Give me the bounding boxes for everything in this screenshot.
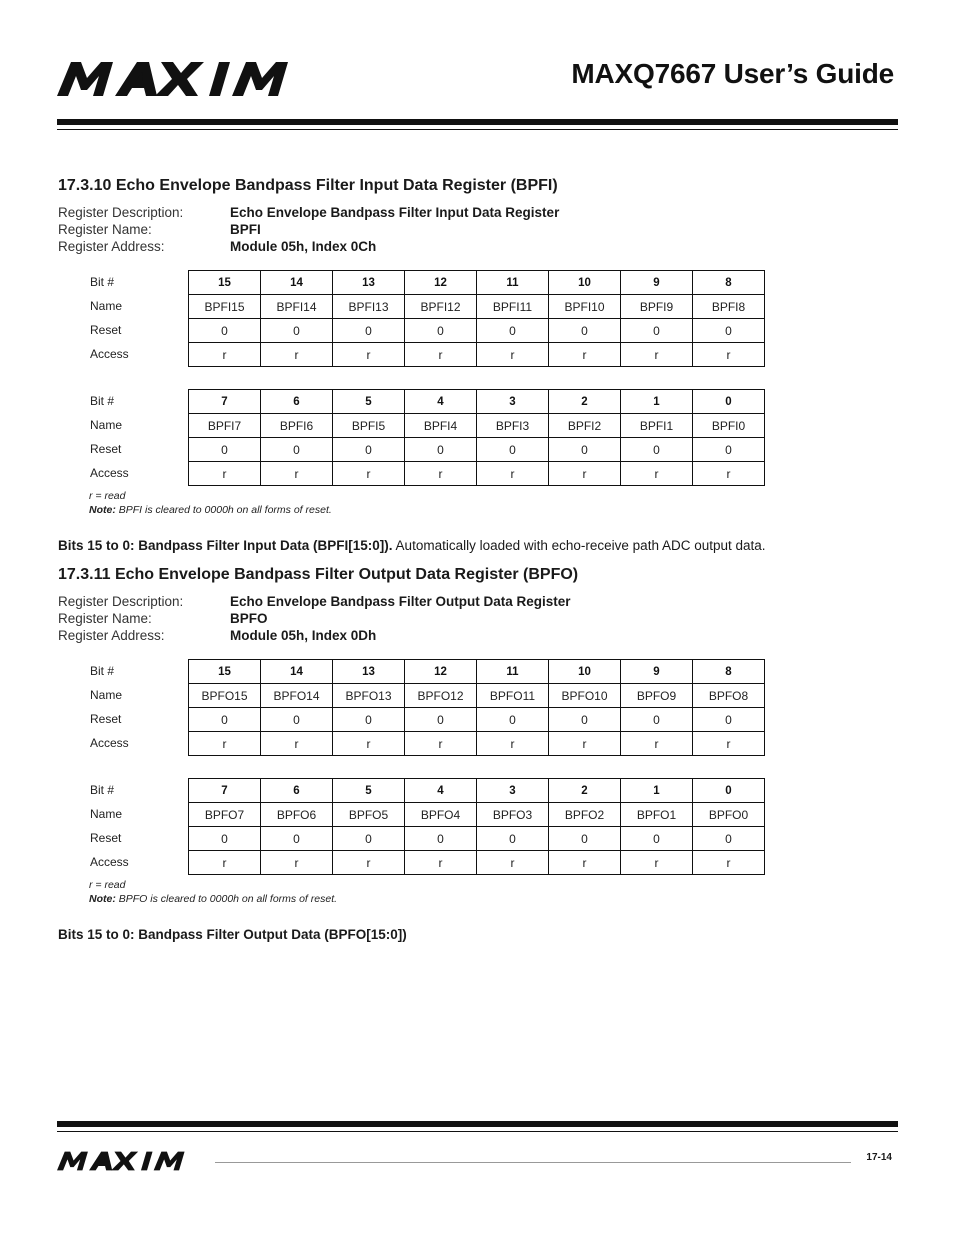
table-cell: BPFI11 — [477, 295, 549, 319]
table-cell: r — [621, 343, 693, 367]
header-rule-thick — [57, 119, 898, 125]
table-cell: r — [549, 851, 621, 875]
bit-name-row — [189, 295, 765, 319]
table-cell: 0 — [333, 708, 405, 732]
table-cell: 0 — [549, 319, 621, 343]
table-cell: BPFO3 — [477, 803, 549, 827]
document-title: MAXQ7667 User’s Guide — [571, 58, 894, 89]
bit-description-title: Bits 15 to 0: Bandpass Filter Output Data (BPFO[15:0]) — [58, 927, 407, 942]
table-cell: r — [189, 851, 261, 875]
table-cell: BPFO2 — [549, 803, 621, 827]
table-cell: r — [333, 732, 405, 756]
table-cell: BPFI5 — [333, 414, 405, 438]
table-cell: 0 — [621, 319, 693, 343]
table-cell: r — [333, 343, 405, 367]
reset-note — [89, 892, 898, 906]
bit-name-row — [189, 414, 765, 438]
row-label: Bit # — [90, 394, 115, 408]
table-cell: BPFI14 — [261, 295, 333, 319]
table-cell: BPFO7 — [189, 803, 261, 827]
meta-label: Register Address: — [58, 239, 165, 254]
table-cell: 0 — [549, 827, 621, 851]
table-cell: BPFO13 — [333, 684, 405, 708]
table-cell: BPFO4 — [405, 803, 477, 827]
table-cell: BPFI13 — [333, 295, 405, 319]
table-cell: BPFO6 — [261, 803, 333, 827]
table-cell: 0 — [477, 319, 549, 343]
register-table-high-byte — [90, 659, 898, 755]
row-label: Name — [90, 299, 123, 313]
table-cell: 0 — [261, 319, 333, 343]
bit-description — [58, 926, 898, 944]
meta-value: Echo Envelope Bandpass Filter Input Data Register — [230, 205, 560, 220]
table-cell: 5 — [333, 390, 405, 414]
table-cell: 8 — [693, 660, 765, 684]
table-cell: r — [333, 462, 405, 486]
access-legend: r = read — [89, 879, 126, 891]
table-cell: 5 — [333, 779, 405, 803]
reset-note — [89, 503, 898, 517]
table-cell: 7 — [189, 390, 261, 414]
row-labels — [90, 270, 188, 366]
table-cell: r — [693, 732, 765, 756]
table-cell: BPFI12 — [405, 295, 477, 319]
register-table-low-byte — [90, 389, 898, 485]
reset-row — [189, 438, 765, 462]
table-cell: 0 — [261, 827, 333, 851]
table-cell: r — [261, 343, 333, 367]
reset-row — [189, 319, 765, 343]
row-label: Reset — [90, 712, 122, 726]
row-label: Access — [90, 736, 129, 750]
table-cell: 7 — [189, 779, 261, 803]
table-cell: 14 — [261, 660, 333, 684]
table-cell: 6 — [261, 779, 333, 803]
reset-row — [189, 827, 765, 851]
table-cell: 0 — [549, 438, 621, 462]
table-cell: 3 — [477, 779, 549, 803]
table-cell: 0 — [477, 438, 549, 462]
bit-table — [188, 659, 765, 756]
table-cell: 1 — [621, 779, 693, 803]
table-cell: r — [189, 732, 261, 756]
table-cell: r — [477, 851, 549, 875]
access-row — [189, 732, 765, 756]
table-cell: 11 — [477, 271, 549, 295]
table-cell: 9 — [621, 271, 693, 295]
meta-value: Module 05h, Index 0Dh — [230, 628, 377, 643]
table-cell: BPFO9 — [621, 684, 693, 708]
table-cell: r — [261, 851, 333, 875]
table-cell: r — [549, 732, 621, 756]
row-label: Name — [90, 807, 123, 821]
row-label: Access — [90, 347, 129, 361]
table-cell: 11 — [477, 660, 549, 684]
table-cell: r — [333, 851, 405, 875]
meta-value: Echo Envelope Bandpass Filter Output Data Register — [230, 594, 571, 609]
row-label: Bit # — [90, 275, 115, 289]
table-cell: r — [693, 462, 765, 486]
register-table-low-byte — [90, 778, 898, 874]
table-cell: 0 — [261, 438, 333, 462]
table-cell: r — [693, 851, 765, 875]
table-cell: 0 — [405, 319, 477, 343]
row-label: Reset — [90, 323, 122, 337]
page-number: 17-14 — [866, 1152, 892, 1163]
meta-value: BPFI — [230, 222, 261, 237]
table-cell: 0 — [405, 438, 477, 462]
table-cell: BPFI8 — [693, 295, 765, 319]
table-cell: 15 — [189, 271, 261, 295]
maxim-logo-footer — [57, 1151, 205, 1171]
bit-number-row — [189, 271, 765, 295]
meta-row-description — [58, 204, 898, 221]
access-row — [189, 343, 765, 367]
table-cell: 0 — [405, 827, 477, 851]
table-cell: 3 — [477, 390, 549, 414]
register-notes — [89, 489, 898, 517]
table-cell: r — [549, 343, 621, 367]
meta-label: Register Name: — [58, 611, 152, 626]
row-label: Reset — [90, 442, 122, 456]
table-cell: BPFO12 — [405, 684, 477, 708]
meta-row-address — [58, 627, 898, 644]
table-cell: BPFI10 — [549, 295, 621, 319]
bit-table — [188, 778, 765, 875]
row-label: Access — [90, 466, 129, 480]
table-cell: 15 — [189, 660, 261, 684]
table-cell: BPFI9 — [621, 295, 693, 319]
register-table-high-byte — [90, 270, 898, 366]
table-cell: 2 — [549, 779, 621, 803]
bit-name-row — [189, 684, 765, 708]
bit-table — [188, 270, 765, 367]
table-cell: r — [189, 462, 261, 486]
meta-label: Register Name: — [58, 222, 152, 237]
note-label: Note: — [89, 893, 116, 905]
register-meta — [58, 204, 898, 255]
row-label: Reset — [90, 831, 122, 845]
table-cell: r — [405, 462, 477, 486]
access-legend: r = read — [89, 490, 126, 502]
table-cell: 2 — [549, 390, 621, 414]
table-cell: BPFI15 — [189, 295, 261, 319]
table-cell: r — [261, 462, 333, 486]
footer-rule-thick — [57, 1121, 898, 1127]
reset-row — [189, 708, 765, 732]
meta-label: Register Description: — [58, 594, 184, 609]
table-cell: r — [405, 851, 477, 875]
bit-description-text: Automatically loaded with echo-receive path ADC output data. — [392, 538, 766, 553]
table-cell: 0 — [333, 827, 405, 851]
table-cell: 0 — [621, 438, 693, 462]
table-cell: 12 — [405, 660, 477, 684]
section-bpfo — [58, 565, 898, 944]
table-cell: 4 — [405, 390, 477, 414]
register-notes — [89, 878, 898, 906]
note-label: Note: — [89, 504, 116, 516]
meta-label: Register Address: — [58, 628, 165, 643]
access-row — [189, 462, 765, 486]
table-cell: 8 — [693, 271, 765, 295]
table-cell: 0 — [261, 708, 333, 732]
meta-row-address — [58, 238, 898, 255]
table-cell: 9 — [621, 660, 693, 684]
table-cell: r — [477, 462, 549, 486]
header-rule-thin — [57, 129, 898, 130]
table-cell: 0 — [477, 708, 549, 732]
bit-table — [188, 389, 765, 486]
table-cell: r — [189, 343, 261, 367]
table-cell: BPFO0 — [693, 803, 765, 827]
table-cell: BPFI1 — [621, 414, 693, 438]
table-cell: 1 — [621, 390, 693, 414]
meta-value: Module 05h, Index 0Ch — [230, 239, 377, 254]
table-cell: BPFI4 — [405, 414, 477, 438]
table-cell: BPFO11 — [477, 684, 549, 708]
table-cell: 13 — [333, 271, 405, 295]
table-cell: BPFI6 — [261, 414, 333, 438]
table-cell: 0 — [621, 827, 693, 851]
table-cell: r — [621, 851, 693, 875]
table-cell: 0 — [189, 319, 261, 343]
table-cell: r — [477, 732, 549, 756]
row-labels — [90, 389, 188, 485]
row-label: Bit # — [90, 783, 115, 797]
section-heading: 17.3.11 Echo Envelope Bandpass Filter Output Data Register (BPFO) — [58, 566, 579, 583]
table-cell: 0 — [477, 827, 549, 851]
table-cell: r — [405, 343, 477, 367]
table-cell: 0 — [693, 708, 765, 732]
table-cell: BPFI7 — [189, 414, 261, 438]
table-cell: 0 — [189, 438, 261, 462]
table-cell: BPFO15 — [189, 684, 261, 708]
bit-number-row — [189, 390, 765, 414]
bit-description-title: Bits 15 to 0: Bandpass Filter Input Data (BPFI[15:0]). — [58, 538, 393, 553]
table-cell: 10 — [549, 271, 621, 295]
section-heading: 17.3.10 Echo Envelope Bandpass Filter Input Data Register (BPFI) — [58, 177, 558, 194]
table-cell: 0 — [693, 779, 765, 803]
row-labels — [90, 778, 188, 874]
table-cell: 0 — [693, 390, 765, 414]
table-cell: 13 — [333, 660, 405, 684]
meta-row-name — [58, 610, 898, 627]
bit-number-row — [189, 660, 765, 684]
table-cell: 4 — [405, 779, 477, 803]
footer-rule-thin — [57, 1131, 898, 1132]
table-cell: 0 — [333, 319, 405, 343]
table-cell: BPFI0 — [693, 414, 765, 438]
table-cell: r — [261, 732, 333, 756]
row-label: Name — [90, 688, 123, 702]
meta-value: BPFO — [230, 611, 268, 626]
table-cell: 0 — [405, 708, 477, 732]
table-cell: r — [405, 732, 477, 756]
table-cell: BPFO1 — [621, 803, 693, 827]
table-cell: r — [693, 343, 765, 367]
bit-number-row — [189, 779, 765, 803]
meta-row-name — [58, 221, 898, 238]
table-cell: 0 — [693, 438, 765, 462]
section-bpfi — [58, 176, 898, 555]
access-row — [189, 851, 765, 875]
table-cell: BPFO5 — [333, 803, 405, 827]
table-cell: 0 — [549, 708, 621, 732]
meta-row-description — [58, 593, 898, 610]
table-cell: BPFI3 — [477, 414, 549, 438]
note-text: BPFI is cleared to 0000h on all forms of reset. — [115, 504, 332, 516]
table-cell: 0 — [189, 708, 261, 732]
table-cell: 6 — [261, 390, 333, 414]
table-cell: BPFO8 — [693, 684, 765, 708]
meta-label: Register Description: — [58, 205, 184, 220]
table-cell: 0 — [189, 827, 261, 851]
row-labels — [90, 659, 188, 755]
table-cell: r — [621, 462, 693, 486]
table-cell: BPFO14 — [261, 684, 333, 708]
register-meta — [58, 593, 898, 644]
table-cell: BPFI2 — [549, 414, 621, 438]
row-label: Access — [90, 855, 129, 869]
footer-divider — [215, 1162, 851, 1163]
table-cell: r — [477, 343, 549, 367]
bit-description — [58, 537, 898, 555]
row-label: Bit # — [90, 664, 115, 678]
table-cell: 0 — [693, 827, 765, 851]
bit-name-row — [189, 803, 765, 827]
table-cell: 0 — [693, 319, 765, 343]
row-label: Name — [90, 418, 123, 432]
table-cell: 12 — [405, 271, 477, 295]
table-cell: 0 — [333, 438, 405, 462]
table-cell: r — [549, 462, 621, 486]
note-text: BPFO is cleared to 0000h on all forms of reset. — [115, 893, 338, 905]
table-cell: 14 — [261, 271, 333, 295]
table-cell: BPFO10 — [549, 684, 621, 708]
table-cell: 0 — [621, 708, 693, 732]
table-cell: r — [621, 732, 693, 756]
maxim-logo — [57, 62, 325, 96]
table-cell: 10 — [549, 660, 621, 684]
